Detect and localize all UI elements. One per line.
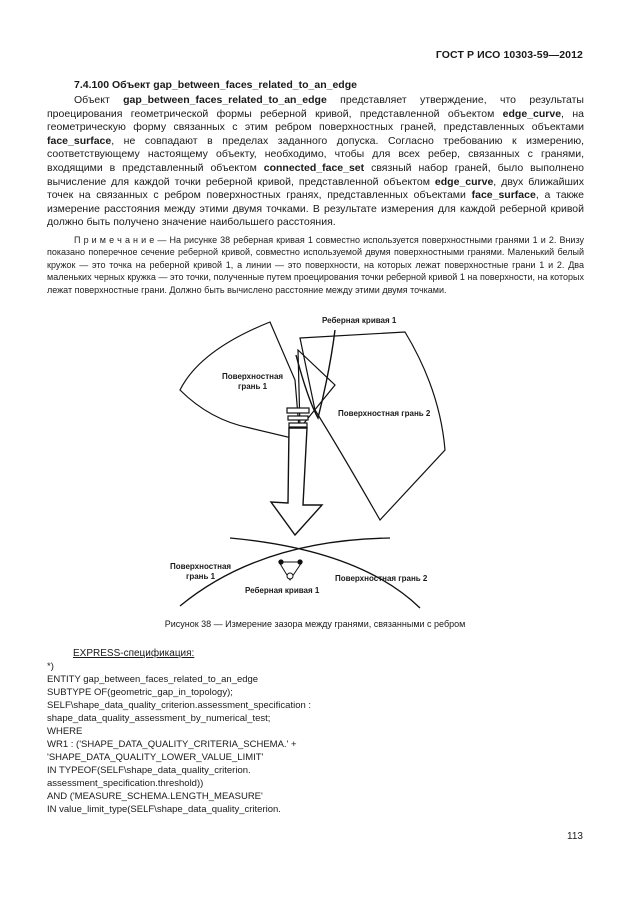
text-run: , на геометрическую форму связанных с этим ребром поверхностных граней, представленных объектами <box>47 107 584 134</box>
code-line: IN TYPEOF(SELF\shape_data_quality_criterion. <box>47 765 251 776</box>
entity-name: face_surface <box>471 189 536 202</box>
projected-point-1 <box>278 559 283 564</box>
entity-name: edge_curve <box>434 175 494 188</box>
code-line: *) <box>47 661 54 672</box>
code-line: SUBTYPE OF(geometric_gap_in_topology); <box>47 687 233 698</box>
section-heading <box>74 79 357 91</box>
entity-name: face_surface <box>47 134 112 147</box>
entity-name: edge_curve <box>502 107 562 120</box>
code-line: IN value_limit_type(SELF\shape_data_quality_criterion. <box>47 804 281 815</box>
text-run: , двух ближайших точек на связанных с ребром поверхностных гранях, представленных объектами <box>47 175 584 202</box>
edge-curve-point <box>287 573 293 579</box>
projected-point-2 <box>297 559 302 564</box>
text-run: представляет утверждение, что результаты проецирования геометрической формы реберной кривой, представленной объектом <box>47 94 584 120</box>
label-face-1-bottom: Поверхностная грань 1 <box>170 562 232 581</box>
label-edge-curve-bottom: Реберная кривая 1 <box>245 586 320 595</box>
entity-name: connected_face_set <box>263 161 365 174</box>
code-line: ENTITY gap_between_faces_related_to_an_edge <box>47 674 259 685</box>
section-title: Объект gap_between_faces_related_to_an_edge <box>111 79 357 91</box>
code-line: shape_data_quality_assessment_by_numerical_test; <box>47 713 271 724</box>
face-2-outline <box>300 332 445 520</box>
code-line: WR1 : ('SHAPE_DATA_QUALITY_CRITERIA_SCHEMA.' + <box>47 739 297 750</box>
main-paragraph <box>47 94 584 230</box>
code-line: assessment_specification.threshold)) <box>47 778 204 789</box>
label-edge-curve-top: Реберная кривая 1 <box>322 316 397 325</box>
figure-38 <box>140 310 460 610</box>
code-line: SELF\shape_data_quality_criterion.assessment_specification : <box>47 700 312 711</box>
section-arc-face-2 <box>230 538 420 608</box>
document-header: ГОСТ Р ИСО 10303-59—2012 <box>435 49 583 61</box>
text-run: , а также измерение расстояния между этими двумя точками. В результате измерения для каждой реберной кривой должно быть получено значение наибольшего расстояния. <box>47 189 584 229</box>
label-face-2-top: Поверхностная грань 2 <box>338 409 431 418</box>
label-face-2-bottom: Поверхностная грань 2 <box>335 574 428 583</box>
express-code <box>47 660 311 816</box>
note-label: П р и м е ч а н и е <box>74 235 155 245</box>
figure-caption: Рисунок 38 — Измерение зазора между гранями, связанными с ребром <box>164 619 466 629</box>
text-run: связный набор граней, было выполнено вычисление для каждой точки реберной кривой, представленной объектом <box>47 161 584 188</box>
page-number: 113 <box>567 831 583 842</box>
entity-name: gap_between_faces_related_to_an_edge <box>123 94 327 106</box>
code-line: 'SHAPE_DATA_QUALITY_LOWER_VALUE_LIMIT' <box>47 752 264 763</box>
text-run: , не совпадают в пределах заданного допуска. Согласно требованию к измерению, соответствующему настоящему объекту, необходимо, чтобы для всех ребер, связанных с гранями, входящими в представленный объектом <box>47 134 584 174</box>
note-text: — На рисунке 38 реберная кривая 1 совместно используется поверхностными гранями 1 и 2. Внизу показано поперечное сечение реберной кривой, совместно используемой двумя поверхностными гранями. Маленький белый кружок — это точка на реберной кривой 1, а линии — это поверхности, на которых лежат поверхностные грани 1 и 2. Два маленьких черных кружка — это точки, полученные путем проецирования точки реберной кривой 1 на поверхности, на которых лежат поверхностные грани. Должно быть вычислено расстояние между этими двумя точками. <box>47 235 584 295</box>
label-face-1-top: Поверхностная грань 1 <box>222 372 284 391</box>
express-title: EXPRESS-спецификация: <box>73 648 195 659</box>
code-line: WHERE <box>47 726 83 737</box>
code-line: AND ('MEASURE_SCHEMA.LENGTH_MEASURE' <box>47 791 263 802</box>
text-run: Объект <box>74 94 124 106</box>
section-number: 7.4.100 <box>74 79 110 91</box>
down-arrow <box>271 428 322 535</box>
note-paragraph <box>47 234 584 296</box>
